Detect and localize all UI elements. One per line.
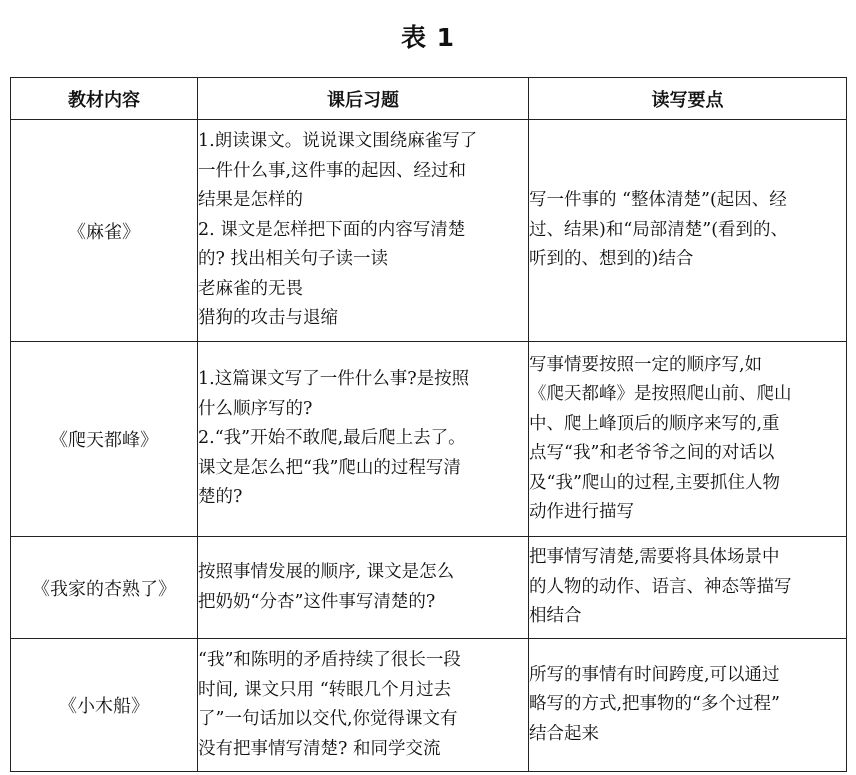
- points-line: 略写的方式,把事物的“多个过程”: [529, 694, 780, 715]
- exercise-line: 课文是怎么把“我”爬山的过程写清: [198, 457, 461, 478]
- exercise-line: 1.朗读课文。说说课文围绕麻雀写了: [198, 131, 478, 152]
- exercise-line: 按照事情发展的顺序, 课文是怎么: [198, 562, 455, 582]
- exercise-line: 猎狗的攻击与退缩: [198, 308, 338, 329]
- material-cell: 《爬天都峰》: [11, 342, 198, 537]
- material-cell: 《麻雀》: [11, 120, 198, 342]
- material-cell: 《我家的杏熟了》: [11, 537, 198, 639]
- header-row: [11, 78, 847, 120]
- points-line: 写一件事的 “整体清楚”(起因、经: [529, 190, 787, 211]
- points-line: 过、结果)和“局部清楚”(看到的、: [529, 219, 789, 240]
- exercise-cell: [198, 639, 529, 772]
- header-material: 教材内容: [11, 78, 198, 120]
- table-row: [11, 537, 847, 639]
- exercise-line: 2. 课文是怎样把下面的内容写清楚: [198, 219, 466, 240]
- reading-writing-table: [10, 77, 847, 772]
- points-cell: [529, 342, 847, 537]
- table-caption: 表 1: [400, 23, 456, 52]
- table-row: [11, 342, 847, 537]
- points-line: 所写的事情有时间跨度,可以通过: [529, 664, 780, 685]
- exercise-line: 什么顺序写的?: [198, 398, 313, 419]
- table-row: [11, 120, 847, 342]
- exercise-line: 的? 找出相关句子读一读: [198, 249, 388, 270]
- points-line: 动作进行描写: [529, 502, 634, 522]
- exercise-line: 没有把事情写清楚? 和同学交流: [198, 738, 441, 759]
- exercise-line: 老麻雀的无畏: [198, 278, 303, 299]
- exercise-line: 1.这篇课文写了一件什么事?是按照: [198, 369, 470, 390]
- exercise-cell: [198, 537, 529, 639]
- points-cell: [529, 120, 847, 342]
- exercise-line: 了”一句话加以交代,你觉得课文有: [198, 709, 458, 729]
- points-line: 写事情要按照一定的顺序写,如: [529, 354, 763, 375]
- points-line: 点写“我”和老爷爷之间的对话以: [529, 443, 775, 463]
- exercise-cell: [198, 342, 529, 537]
- points-cell: [529, 537, 847, 639]
- header-points: 读写要点: [529, 78, 847, 120]
- exercise-line: 把奶奶“分杏”这件事写清楚的?: [198, 591, 436, 612]
- points-line: 把事情写清楚,需要将具体场景中: [529, 547, 780, 568]
- exercise-cell: [198, 120, 529, 342]
- header-exercise: 课后习题: [198, 78, 529, 120]
- material-cell: 《小木船》: [11, 639, 198, 772]
- points-line: 相结合: [529, 606, 582, 627]
- points-cell: [529, 639, 847, 772]
- points-line: 《爬天都峰》是按照爬山前、爬山: [529, 384, 792, 404]
- exercise-line: 时间, 课文只用 “转眼几个月过去: [198, 679, 452, 700]
- exercise-line: 一件什么事,这件事的起因、经过和: [198, 160, 467, 181]
- points-line: 听到的、想到的)结合: [529, 249, 694, 270]
- table-row: [11, 639, 847, 772]
- exercise-line: 结果是怎样的: [198, 190, 303, 211]
- exercise-line: 楚的?: [198, 487, 243, 508]
- points-line: 及“我”爬山的过程,主要抓住人物: [529, 472, 780, 493]
- points-line: 中、爬上峰顶后的顺序来写的,重: [529, 413, 780, 434]
- exercise-line: 2.“我”开始不敢爬,最后爬上去了。: [198, 428, 466, 449]
- exercise-line: “我”和陈明的矛盾持续了很长一段: [198, 650, 461, 670]
- points-line: 结合起来: [529, 723, 599, 744]
- points-line: 的人物的动作、语言、神态等描写: [529, 576, 792, 597]
